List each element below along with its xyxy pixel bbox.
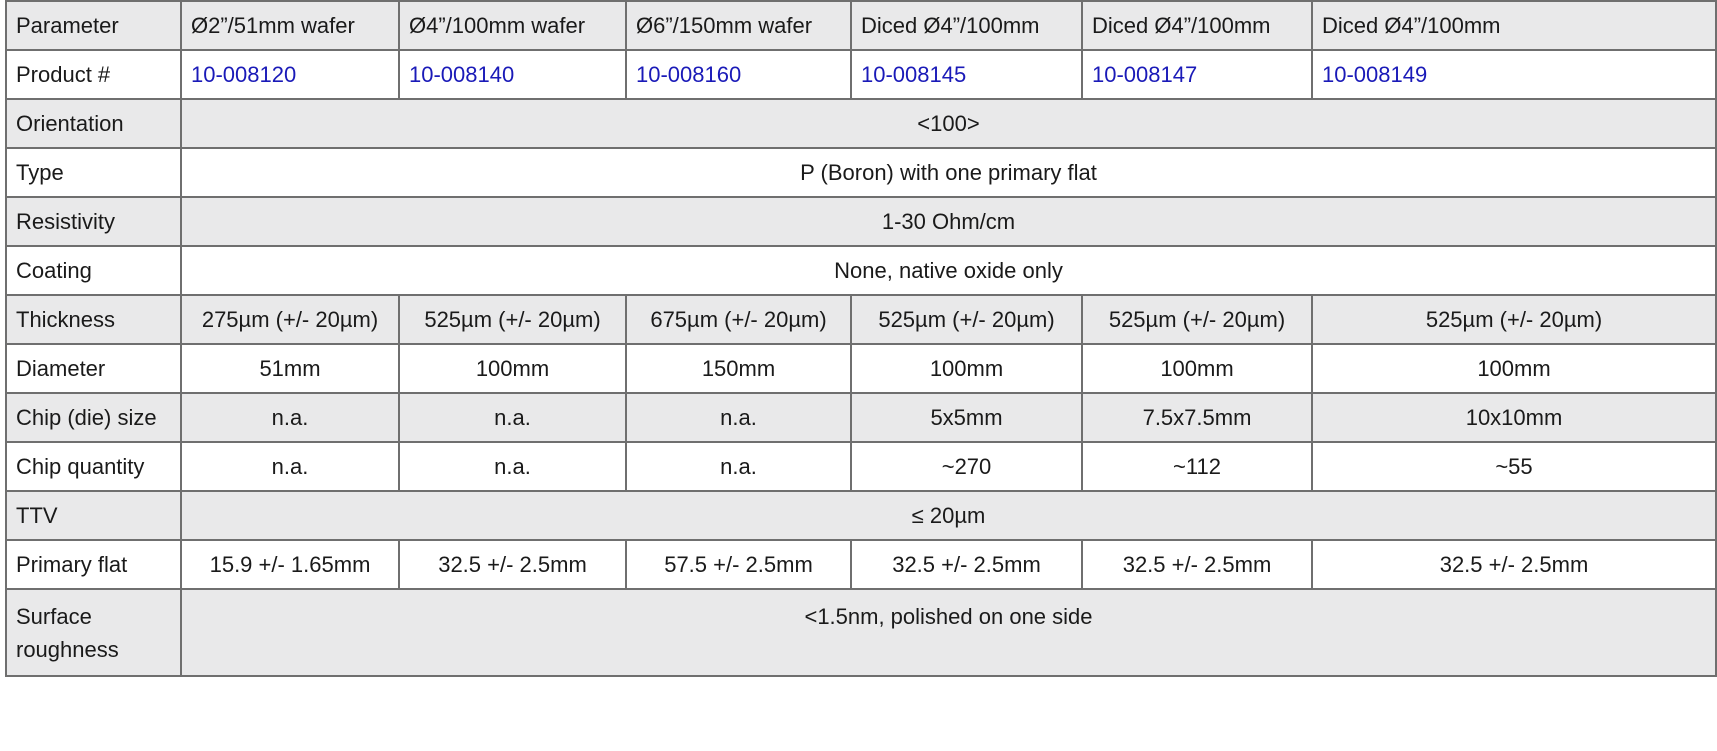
primary-flat-cell: 32.5 +/- 2.5mm <box>851 540 1082 589</box>
row-label-resistivity: Resistivity <box>6 197 181 246</box>
row-label-diameter: Diameter <box>6 344 181 393</box>
product-cell <box>1082 50 1312 99</box>
chip-size-row <box>6 393 1716 442</box>
chip-size-cell: 7.5x7.5mm <box>1082 393 1312 442</box>
chip-size-cell: 5x5mm <box>851 393 1082 442</box>
diameter-cell: 100mm <box>1082 344 1312 393</box>
coating-value: None, native oxide only <box>181 246 1716 295</box>
header-row <box>6 1 1716 50</box>
resistivity-value: 1-30 Ohm/cm <box>181 197 1716 246</box>
row-label-product: Product # <box>6 50 181 99</box>
product-link-diced-7mm[interactable]: 10-008147 <box>1092 61 1198 87</box>
surface-roughness-value: <1.5nm, polished on one side <box>181 589 1716 676</box>
primary-flat-cell: 32.5 +/- 2.5mm <box>1082 540 1312 589</box>
product-cell <box>626 50 851 99</box>
chip-quantity-cell: n.a. <box>181 442 399 491</box>
thickness-cell: 275µm (+/- 20µm) <box>181 295 399 344</box>
product-link-diced-10mm[interactable]: 10-008149 <box>1322 61 1428 87</box>
thickness-row <box>6 295 1716 344</box>
ttv-row <box>6 491 1716 540</box>
row-label-surface-roughness: Surface roughness <box>6 589 181 676</box>
thickness-cell: 525µm (+/- 20µm) <box>1312 295 1716 344</box>
row-label-type: Type <box>6 148 181 197</box>
diameter-cell: 100mm <box>399 344 626 393</box>
type-row <box>6 148 1716 197</box>
row-label-chip-size: Chip (die) size <box>6 393 181 442</box>
thickness-cell: 675µm (+/- 20µm) <box>626 295 851 344</box>
primary-flat-cell: 57.5 +/- 2.5mm <box>626 540 851 589</box>
product-cell <box>399 50 626 99</box>
thickness-cell: 525µm (+/- 20µm) <box>399 295 626 344</box>
row-label-ttv: TTV <box>6 491 181 540</box>
product-link-2in[interactable]: 10-008120 <box>191 61 297 87</box>
primary-flat-cell: 15.9 +/- 1.65mm <box>181 540 399 589</box>
product-link-6in[interactable]: 10-008160 <box>636 61 742 87</box>
orientation-row <box>6 99 1716 148</box>
row-label-primary-flat: Primary flat <box>6 540 181 589</box>
primary-flat-cell: 32.5 +/- 2.5mm <box>1312 540 1716 589</box>
product-cell <box>1312 50 1716 99</box>
product-row <box>6 50 1716 99</box>
chip-quantity-cell: n.a. <box>626 442 851 491</box>
chip-quantity-cell: n.a. <box>399 442 626 491</box>
resistivity-row <box>6 197 1716 246</box>
diameter-cell: 150mm <box>626 344 851 393</box>
header-cell-2in-wafer: Ø2”/51mm wafer <box>181 1 399 50</box>
chip-size-cell: 10x10mm <box>1312 393 1716 442</box>
header-cell-diced-7mm: Diced Ø4”/100mm <box>1082 1 1312 50</box>
chip-quantity-cell: ~112 <box>1082 442 1312 491</box>
header-cell-parameter: Parameter <box>6 1 181 50</box>
diameter-cell: 100mm <box>1312 344 1716 393</box>
primary-flat-cell: 32.5 +/- 2.5mm <box>399 540 626 589</box>
type-value: P (Boron) with one primary flat <box>181 148 1716 197</box>
row-label-coating: Coating <box>6 246 181 295</box>
thickness-cell: 525µm (+/- 20µm) <box>1082 295 1312 344</box>
header-cell-6in-wafer: Ø6”/150mm wafer <box>626 1 851 50</box>
primary-flat-row <box>6 540 1716 589</box>
product-link-diced-5mm[interactable]: 10-008145 <box>861 61 967 87</box>
orientation-value: <100> <box>181 99 1716 148</box>
wafer-spec-table <box>5 0 1717 677</box>
chip-quantity-row <box>6 442 1716 491</box>
chip-size-cell: n.a. <box>626 393 851 442</box>
surface-roughness-row <box>6 589 1716 676</box>
diameter-row <box>6 344 1716 393</box>
row-label-chip-quantity: Chip quantity <box>6 442 181 491</box>
chip-quantity-cell: ~270 <box>851 442 1082 491</box>
product-cell <box>181 50 399 99</box>
chip-size-cell: n.a. <box>181 393 399 442</box>
diameter-cell: 51mm <box>181 344 399 393</box>
row-label-orientation: Orientation <box>6 99 181 148</box>
diameter-cell: 100mm <box>851 344 1082 393</box>
header-cell-diced-10mm: Diced Ø4”/100mm <box>1312 1 1716 50</box>
chip-quantity-cell: ~55 <box>1312 442 1716 491</box>
chip-size-cell: n.a. <box>399 393 626 442</box>
header-cell-4in-wafer: Ø4”/100mm wafer <box>399 1 626 50</box>
header-cell-diced-5mm: Diced Ø4”/100mm <box>851 1 1082 50</box>
thickness-cell: 525µm (+/- 20µm) <box>851 295 1082 344</box>
product-link-4in[interactable]: 10-008140 <box>409 61 515 87</box>
ttv-value: ≤ 20µm <box>181 491 1716 540</box>
product-cell <box>851 50 1082 99</box>
row-label-thickness: Thickness <box>6 295 181 344</box>
coating-row <box>6 246 1716 295</box>
